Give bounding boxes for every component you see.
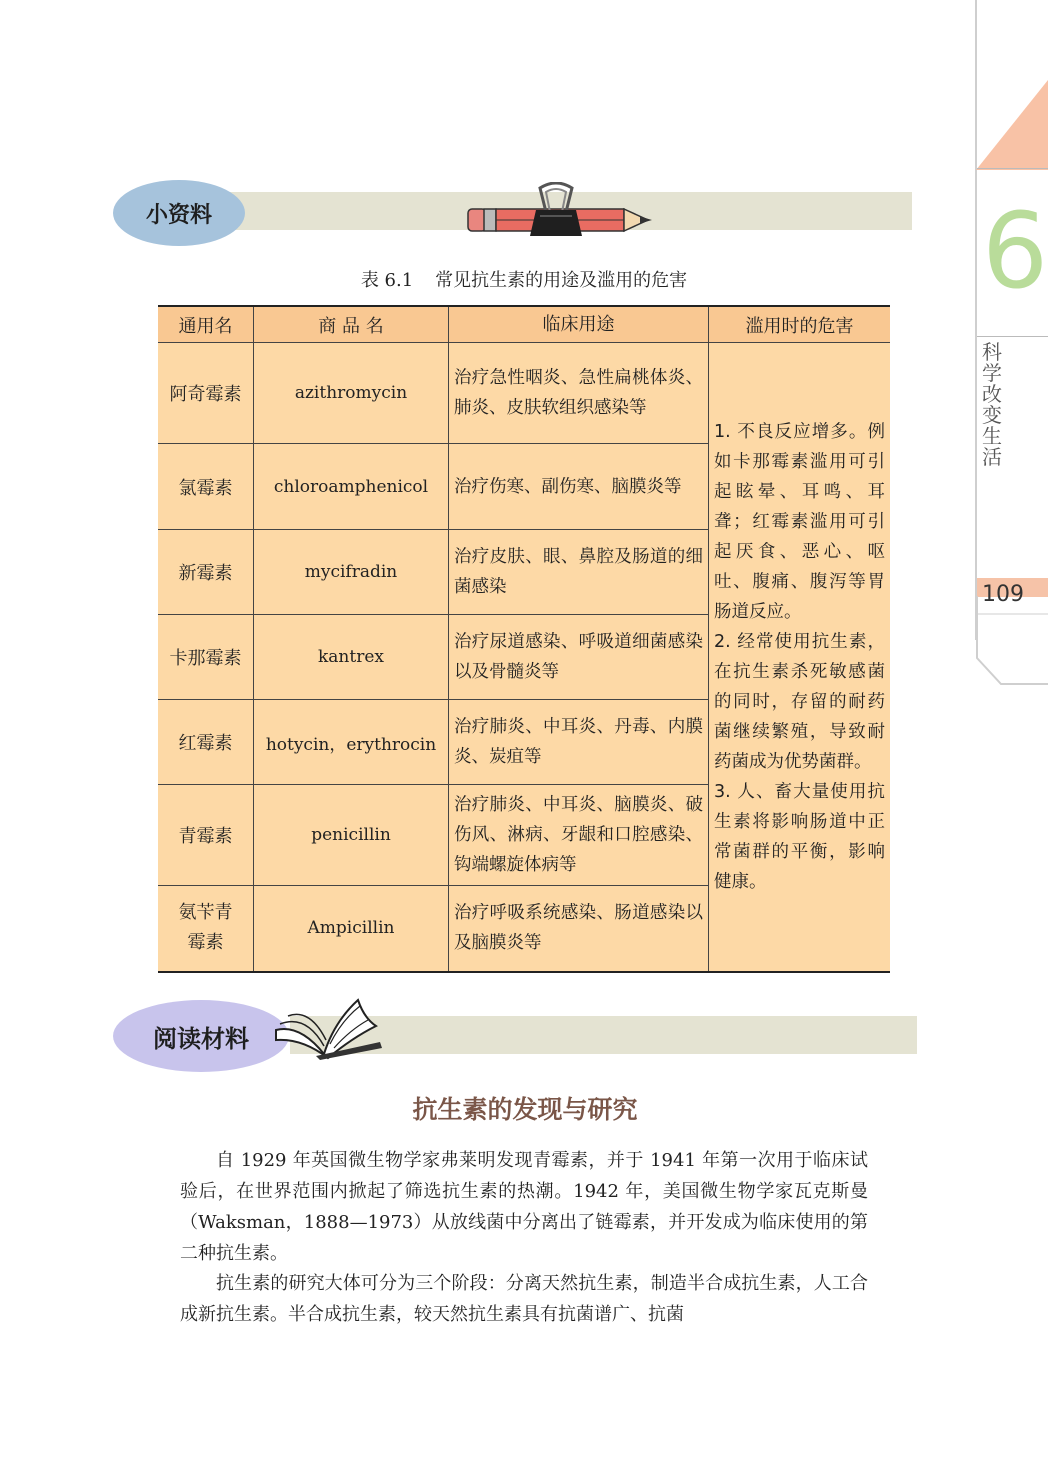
reading-section-band xyxy=(290,1016,917,1054)
article-paragraph: 抗生素的研究大体可分为三个阶段：分离天然抗生素，制造半合成抗生素，人工合成新抗生素。半合成抗生素，较天然抗生素具有抗菌谱广、抗菌 xyxy=(180,1273,868,1325)
reading-section-label: 阅读材料 xyxy=(113,1000,289,1072)
column-header: 临床用途 xyxy=(449,306,709,343)
antibiotics-table xyxy=(158,305,890,973)
trade-name-cell: chloroamphenicol xyxy=(254,444,449,530)
trade-name-cell: Ampicillin xyxy=(254,886,449,972)
generic-name-cell: 阿奇霉素 xyxy=(158,343,254,444)
column-header: 通用名 xyxy=(158,306,254,343)
harm-item: 2. 经常使用抗生素，在抗生素杀死敏感菌的同时，存留的耐药菌继续繁殖，导致耐药菌成为优势菌群。 xyxy=(714,631,885,772)
clinical-use-cell: 治疗尿道感染、呼吸道细菌感染以及骨髓炎等 xyxy=(449,615,709,700)
generic-name-cell: 青霉素 xyxy=(158,785,254,886)
generic-name-cell: 氯霉素 xyxy=(158,444,254,530)
clinical-use-cell: 治疗急性咽炎、急性扁桃体炎、肺炎、皮肤软组织感染等 xyxy=(449,343,709,444)
misuse-harm-cell xyxy=(709,343,891,972)
generic-name-cell: 卡那霉素 xyxy=(158,615,254,700)
clinical-use-cell: 治疗肺炎、中耳炎、丹毒、内膜炎、炭疽等 xyxy=(449,700,709,785)
table-row xyxy=(158,343,890,444)
article-paragraph: 自 1929 年英国微生物学家弗莱明发现青霉素，并于 1941 年第一次用于临床试验后，在世界范围内掀起了筛选抗生素的热潮。1942 年，美国微生物学家瓦克斯曼（Waksman，1888—1973）从放线菌中分离出了链霉素，并开发成为临床使用的第二种抗生素。 xyxy=(180,1150,868,1264)
sidebar-triangle-decoration xyxy=(976,80,1048,170)
harm-item: 1. 不良反应增多。例如卡那霉素滥用可引起眩晕、耳鸣、耳聋；红霉素滥用可引起厌食、恶心、呕吐、腹痛、腹泻等胃肠道反应。 xyxy=(714,421,885,622)
table-caption xyxy=(158,266,890,292)
clinical-use-cell: 治疗皮肤、眼、鼻腔及肠道的细菌感染 xyxy=(449,530,709,615)
trade-name-cell: azithromycin xyxy=(254,343,449,444)
table-caption-text: 常见抗生素的用途及滥用的危害 xyxy=(435,270,688,291)
harm-item: 3. 人、畜大量使用抗生素将影响肠道中正常菌群的平衡，影响健康。 xyxy=(714,781,885,892)
clinical-use-cell: 治疗肺炎、中耳炎、脑膜炎、破伤风、淋病、牙龈和口腔感染、钩端螺旋体病等 xyxy=(449,785,709,886)
binder-clip-icon xyxy=(526,182,586,238)
sidebar-bottom-outline xyxy=(975,596,1048,686)
clinical-use-cell: 治疗呼吸系统感染、肠道感染以及脑膜炎等 xyxy=(449,886,709,972)
info-section-label: 小资料 xyxy=(113,180,245,246)
sidebar-rule xyxy=(977,336,1048,337)
generic-name-cell: 红霉素 xyxy=(158,700,254,785)
column-header: 商 品 名 xyxy=(254,306,449,343)
table-header-row xyxy=(158,306,890,343)
generic-name-cell xyxy=(158,886,254,972)
generic-name-cell: 新霉素 xyxy=(158,530,254,615)
article-title: 抗生素的发现与研究 xyxy=(412,1095,638,1124)
open-book-icon xyxy=(272,994,384,1060)
table-caption-number: 表 6.1 xyxy=(360,270,414,291)
trade-name-cell: hotycin，erythrocin xyxy=(254,700,449,785)
column-header: 滥用时的危害 xyxy=(709,306,891,343)
generic-name-text: 氨苄青霉素 xyxy=(178,902,233,954)
chapter-title: 科学改变生活 xyxy=(982,340,1002,469)
chapter-number: 6 xyxy=(982,190,1048,312)
sidebar-rule xyxy=(977,168,1048,169)
trade-name-cell: kantrex xyxy=(254,615,449,700)
page-number: 109 xyxy=(982,582,1024,607)
clinical-use-cell: 治疗伤寒、副伤寒、脑膜炎等 xyxy=(449,444,709,530)
trade-name-cell: penicillin xyxy=(254,785,449,886)
trade-name-cell: mycifradin xyxy=(254,530,449,615)
